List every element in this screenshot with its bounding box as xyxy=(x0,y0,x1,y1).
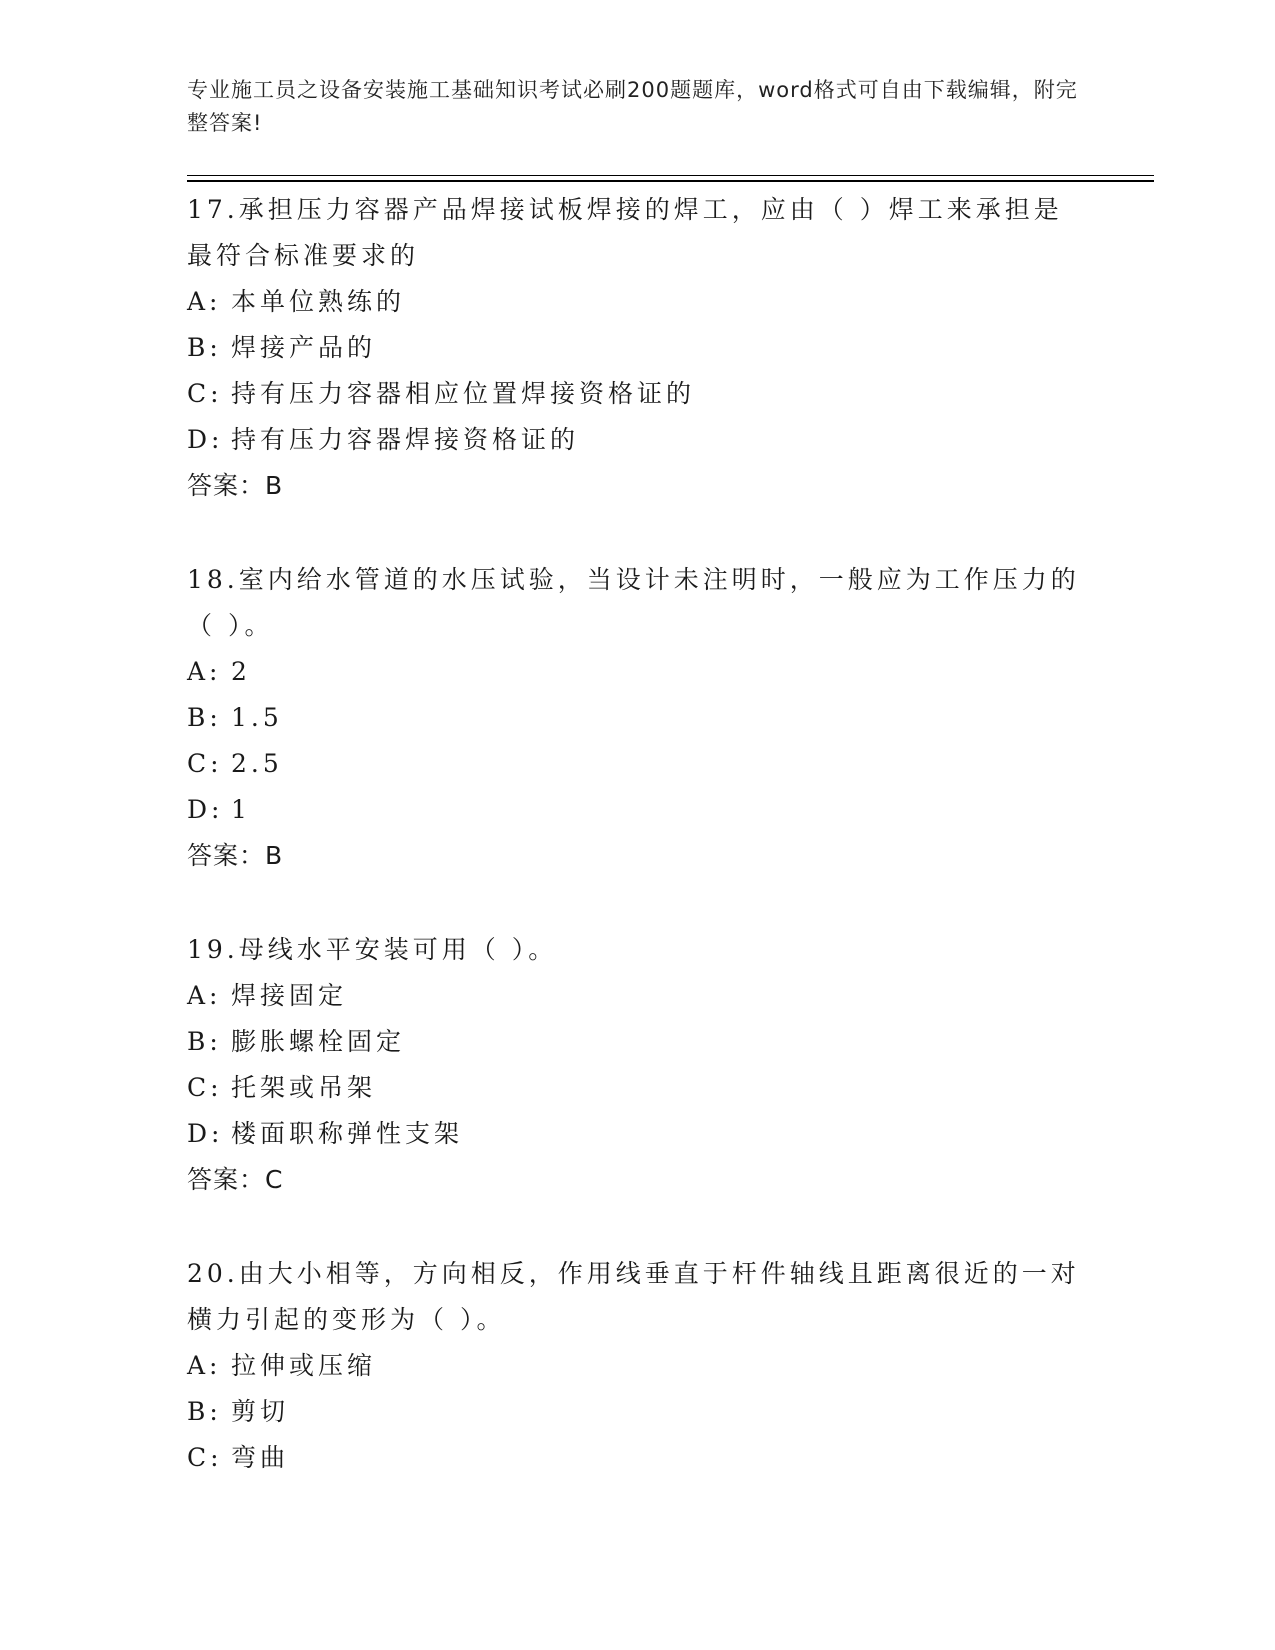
answer-label: 答案：B xyxy=(187,471,284,500)
option-b xyxy=(187,1019,1087,1065)
option-text: 弯曲 xyxy=(231,1443,290,1472)
option-letter: C: xyxy=(187,749,223,778)
option-d xyxy=(187,417,1087,463)
question-stem: 18.室内给水管道的水压试验，当设计未注明时，一般应为工作压力的（ ）。 xyxy=(187,565,1080,640)
option-letter: C: xyxy=(187,1073,223,1102)
option-letter: D: xyxy=(187,1119,224,1148)
option-text: 焊接产品的 xyxy=(231,333,377,362)
question-list xyxy=(187,187,1087,1529)
option-text: 焊接固定 xyxy=(231,981,348,1010)
document-header-title: 专业施工员之设备安装施工基础知识考试必刷200题题库，word格式可自由下载编辑，附完整答案! xyxy=(187,78,1078,135)
answer-label: 答案：C xyxy=(187,1165,284,1194)
option-letter: A: xyxy=(187,287,222,316)
option-c xyxy=(187,1435,1087,1481)
question-stem: 17.承担压力容器产品焊接试板焊接的焊工，应由（ ）焊工来承担是最符合标准要求的 xyxy=(187,195,1063,270)
option-text: 1.5 xyxy=(231,703,283,732)
option-letter: C: xyxy=(187,379,223,408)
question-stem: 19.母线水平安装可用（ ）。 xyxy=(187,935,558,964)
header-divider-thin xyxy=(187,175,1154,176)
option-a xyxy=(187,1343,1087,1389)
option-text: 膨胀螺栓固定 xyxy=(231,1027,406,1056)
option-letter: A: xyxy=(187,657,222,686)
option-b xyxy=(187,1389,1087,1435)
option-a xyxy=(187,279,1087,325)
option-b xyxy=(187,325,1087,371)
option-letter: A: xyxy=(187,1351,222,1380)
question-stem: 20.由大小相等，方向相反，作用线垂直于杆件轴线且距离很近的一对横力引起的变形为（ ）。 xyxy=(187,1259,1080,1334)
option-text: 楼面职称弹性支架 xyxy=(231,1119,464,1148)
option-letter: D: xyxy=(187,425,224,454)
question-17 xyxy=(187,187,1087,509)
option-c xyxy=(187,1065,1087,1111)
question-18 xyxy=(187,557,1087,879)
option-d xyxy=(187,1111,1087,1157)
option-a xyxy=(187,973,1087,1019)
option-text: 拉伸或压缩 xyxy=(231,1351,377,1380)
option-letter: B: xyxy=(187,703,222,732)
option-letter: D: xyxy=(187,795,224,824)
question-20 xyxy=(187,1251,1087,1481)
option-b xyxy=(187,695,1087,741)
option-letter: B: xyxy=(187,1397,222,1426)
header-divider-thick xyxy=(187,180,1154,182)
option-text: 本单位熟练的 xyxy=(231,287,406,316)
option-letter: B: xyxy=(187,333,222,362)
option-letter: A: xyxy=(187,981,222,1010)
option-a xyxy=(187,649,1087,695)
option-text: 持有压力容器焊接资格证的 xyxy=(231,425,580,454)
option-text: 剪切 xyxy=(231,1397,290,1426)
option-letter: C: xyxy=(187,1443,223,1472)
option-text: 2 xyxy=(231,657,251,686)
option-d xyxy=(187,787,1087,833)
option-c xyxy=(187,741,1087,787)
option-c xyxy=(187,371,1087,417)
question-19 xyxy=(187,927,1087,1203)
option-text: 1 xyxy=(231,795,251,824)
option-text: 2.5 xyxy=(231,749,283,778)
answer-label: 答案：B xyxy=(187,841,284,870)
option-text: 持有压力容器相应位置焊接资格证的 xyxy=(231,379,696,408)
option-text: 托架或吊架 xyxy=(231,1073,377,1102)
option-letter: B: xyxy=(187,1027,222,1056)
